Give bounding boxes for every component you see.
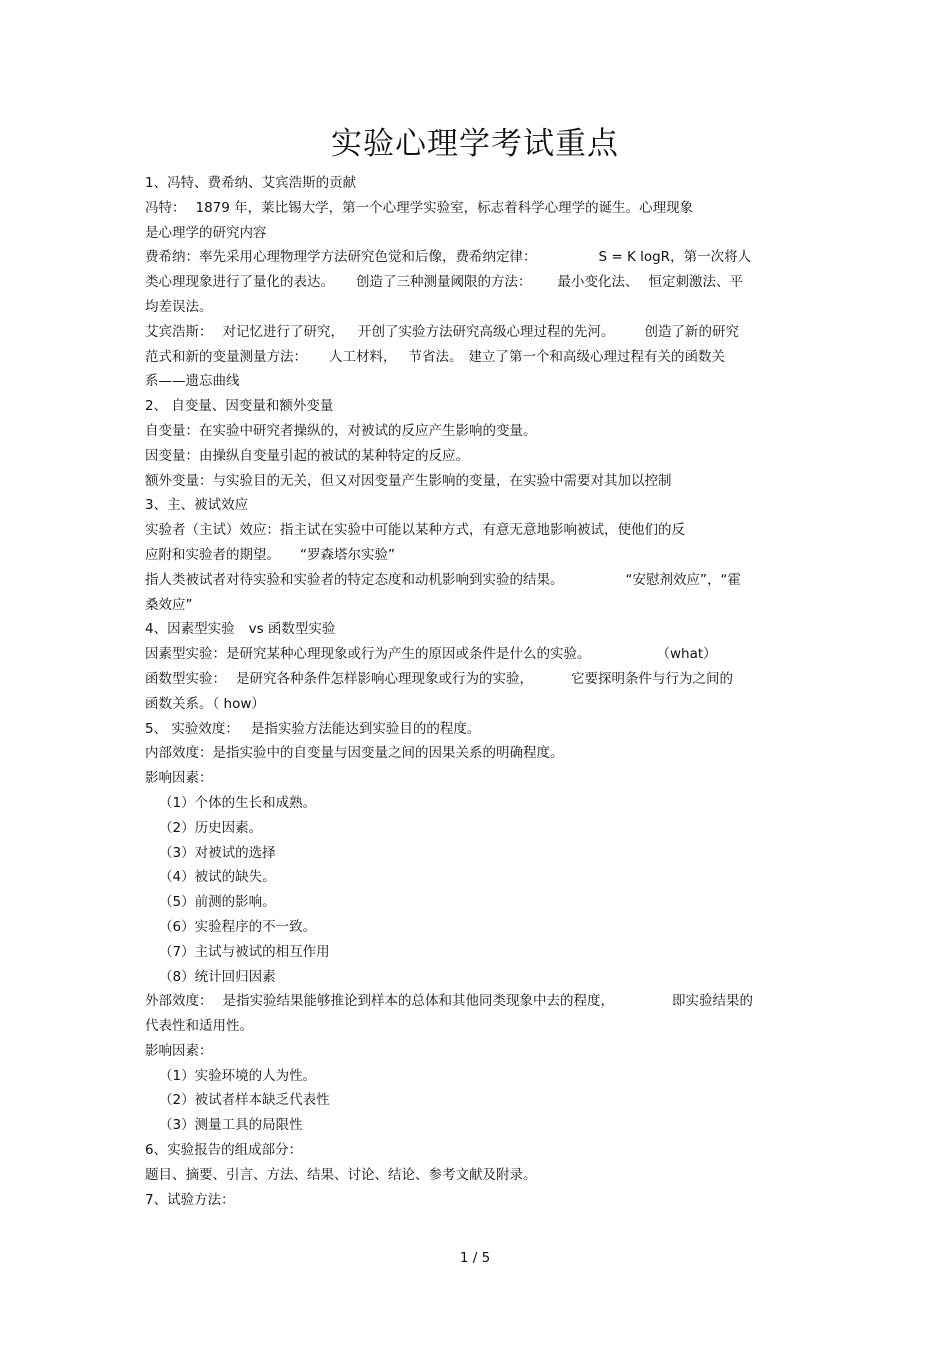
list-item: （1）实验环境的人为性。	[159, 1067, 317, 1084]
paragraph-ebbinghaus-cont: 范式和新的变量测量方法： 人工材料， 节省法。 建立了第一个和高级心理过程有关的函数关	[145, 348, 725, 365]
heading-5: 5、 实验效度： 是指实验方法能达到实验目的的程度。	[145, 720, 481, 737]
list-item: （1）个体的生长和成熟。	[159, 794, 317, 811]
list-item: （2）被试者样本缺乏代表性	[159, 1092, 330, 1109]
page-title: 实验心理学考试重点	[331, 126, 619, 162]
list-item: （3）测量工具的局限性	[159, 1117, 303, 1134]
label-factors: 影响因素：	[145, 770, 213, 787]
paragraph-fechner-end: 均差误法。	[145, 298, 213, 315]
paragraph-dv: 因变量：由操纵自变量引起的被试的某种特定的反应。	[145, 447, 469, 464]
heading-4: 4、因素型实验 vs 函数型实验	[145, 621, 336, 638]
paragraph-iv: 自变量：在实验中研究者操纵的，对被试的反应产生影响的变量。	[145, 422, 537, 439]
heading-3: 3、主、被试效应	[145, 497, 249, 514]
list-item: （8）统计回归因素	[159, 968, 276, 985]
paragraph-subject-cont: 桑效应”	[145, 596, 193, 613]
heading-2: 2、 自变量、因变量和额外变量	[145, 398, 334, 415]
paragraph-report-parts: 题目、摘要、引言、方法、结果、讨论、结论、参考文献及附录。	[145, 1166, 537, 1183]
heading-6: 6、实验报告的组成部分：	[145, 1142, 303, 1159]
list-item: （5）前测的影响。	[159, 894, 276, 911]
paragraph-experimenter-effect: 实验者（主试）效应：指主试在实验中可能以某种方式，有意无意地影响被试，使他们的反	[145, 522, 685, 539]
paragraph-external-cont: 代表性和适用性。	[145, 1018, 253, 1035]
paragraph-wundt: 冯特： 1879 年，莱比锡大学，第一个心理学实验室，标志着科学心理学的诞生。心理现象	[145, 199, 694, 216]
paragraph-internal-validity: 内部效度：是指实验中的自变量与因变量之间的因果关系的明确程度。	[145, 745, 564, 762]
paragraph-external-validity: 外部效度： 是指实验结果能够推论到样本的总体和其他同类现象中去的程度， 即实验结果的	[145, 993, 753, 1010]
paragraph-fechner: 费希纳：率先采用心理物理学方法研究色觉和后像，费希纳定律： S = K logR，第一次将人	[145, 249, 752, 266]
list-item: （4）被试的缺失。	[159, 869, 276, 886]
paragraph-function-exp: 函数型实验： 是研究各种条件怎样影响心理现象或行为的实验， 它要探明条件与行为之间的	[145, 670, 733, 687]
document-body	[145, 171, 810, 1212]
list-item: （7）主试与被试的相互作用	[159, 943, 330, 960]
heading-1: 1、冯特、费希纳、艾宾浩斯的贡献	[145, 175, 357, 191]
paragraph-function-cont: 函数关系。（ how）	[145, 695, 265, 712]
heading-7: 7、试验方法：	[145, 1191, 235, 1208]
list-item: （2）历史因素。	[159, 819, 263, 836]
paragraph-experimenter-cont: 应附和实验者的期望。 “罗森塔尔实验”	[145, 546, 395, 563]
paragraph-fechner-cont: 类心理现象进行了量化的表达。 创造了三种测量阈限的方法： 最小变化法、 恒定刺激法、平	[145, 274, 743, 291]
paragraph-ebbinghaus: 艾宾浩斯： 对记忆进行了研究， 开创了实验方法研究高级心理过程的先河。 创造了新的研究	[145, 323, 739, 340]
paragraph-wundt-cont: 是心理学的研究内容	[145, 224, 267, 241]
paragraph-subject-effect: 指人类被试者对待实验和实验者的特定态度和动机影响到实验的结果。 “安慰剂效应”，“霍	[145, 571, 741, 588]
paragraph-extraneous: 额外变量：与实验目的无关，但又对因变量产生影响的变量，在实验中需要对其加以控制	[145, 472, 672, 489]
list-item: （3）对被试的选择	[159, 844, 276, 861]
page-number: 1 / 5	[459, 1250, 491, 1266]
label-factors-2: 影响因素：	[145, 1042, 213, 1059]
paragraph-ebbinghaus-end: 系——遗忘曲线	[145, 373, 240, 390]
list-item: （6）实验程序的不一致。	[159, 918, 317, 935]
paragraph-factor-exp: 因素型实验：是研究某种心理现象或行为产生的原因或条件是什么的实验。 （what）	[145, 646, 717, 663]
